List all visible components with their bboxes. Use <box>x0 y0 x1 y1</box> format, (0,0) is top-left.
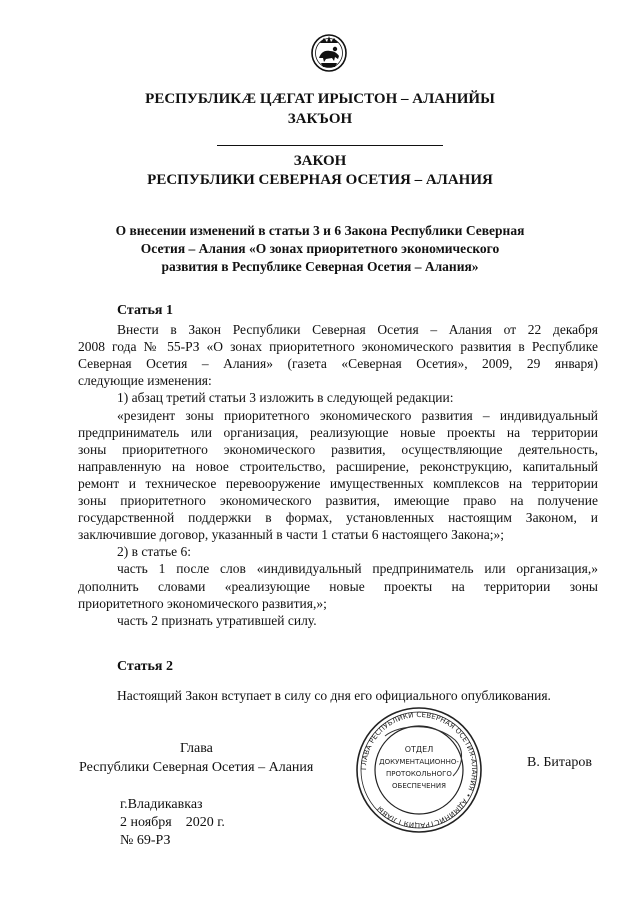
signatory-title: Глава <box>180 741 213 756</box>
seal-inner-text: ОБЕСПЕЧЕНИЯ <box>392 782 446 790</box>
law-title-line: Осетия – Алания «О зонах приоритетного экономического <box>140 241 500 256</box>
article-1-line: направленную на новое строительство, расширение, реконструкцию, капитальный <box>78 458 598 474</box>
article-1-line: следующие изменения: <box>78 373 212 389</box>
article-1-line: 1) абзац третий статьи 3 изложить в следующей редакции: <box>117 390 454 406</box>
article-1-line: заключившие договор, указанный в части 1 статьи 6 настоящего Закона;»; <box>78 527 505 543</box>
article-1-line: Внести в Закон Республики Северная Осетия – Алания от 22 декабря <box>117 322 598 337</box>
article-2-text: Настоящий Закон вступает в силу со дня его официального опубликования. <box>117 688 551 703</box>
article-1-line: государственной поддержки в формах, установленных настоящим Законом, и <box>78 510 598 526</box>
article-2-heading: Статья 2 <box>117 659 173 674</box>
article-1-line: предприниматель или организация, реализующие новые проекты на территории <box>78 424 598 440</box>
law-title-line: развития в Республике Северная Осетия – Алания» <box>161 259 479 274</box>
article-1-line: часть 1 после слов «индивидуальный предприниматель или организация,» <box>117 561 598 577</box>
signer-name: В. Битаров <box>527 755 592 770</box>
article-1-line: часть 2 признать утратившей силу. <box>117 612 317 628</box>
article-1-line: «резидент зоны приоритетного экономического развития – индивидуальный <box>117 407 598 423</box>
place-city: г.Владикавказ <box>120 797 203 812</box>
article-1-line: дополнить словами «реализующие новые проекты на территории зоны <box>78 578 598 594</box>
article-1-line: 2008 года № 55-РЗ «О зонах приоритетного экономического развития в Республике <box>78 339 598 355</box>
article-1-line: приоритетного экономического развития,»; <box>78 595 327 611</box>
article-1-line: Северная Осетия – Алания» (газета «Северная Осетия», 2009, 29 января) <box>78 356 598 372</box>
header-divider <box>217 145 443 146</box>
article-1-heading: Статья 1 <box>117 303 173 318</box>
law-title-line: О внесении изменений в статьи 3 и 6 Закона Республики Северная <box>115 223 525 238</box>
article-1-line: 2) в статье 6: <box>117 544 191 560</box>
signatory-title-republic: Республики Северная Осетия – Алания <box>79 760 314 775</box>
coat-of-arms-emblem <box>308 30 350 74</box>
header-ossetian-law: ЗАКЪОН <box>287 111 353 127</box>
article-1-line: зоны приоритетного экономического развития, осуществляющие деятельность, <box>78 441 598 457</box>
place-date: 2 ноября 2020 г. <box>120 815 225 830</box>
official-round-seal <box>345 706 493 834</box>
article-1-line: зоны приоритетного экономического развития, имеющие право на получение <box>78 493 598 508</box>
seal-inner-text: ДОКУМЕНТАЦИОННО- <box>379 758 459 766</box>
seal-inner-text: ПРОТОКОЛЬНОГО <box>386 770 452 778</box>
seal-ring-text: ГЛАВА РЕСПУБЛИКИ СЕВЕРНАЯ ОСЕТИЯ-АЛАНИЯ • АДМИНИСТРАЦИЯ ГЛАВЫ <box>359 710 479 830</box>
header-russian-law: ЗАКОН <box>293 153 347 169</box>
law-number: № 69-РЗ <box>120 833 171 848</box>
header-russian-republic: РЕСПУБЛИКИ СЕВЕРНАЯ ОСЕТИЯ – АЛАНИЯ <box>147 172 493 188</box>
header-ossetian-republic: РЕСПУБЛИКӔ ЦӔГАТ ИРЫСТОН – АЛАНИЙЫ <box>145 91 495 107</box>
article-1-line: ремонт и техническое перевооружение имущественных комплексов на территории <box>78 475 598 491</box>
seal-inner-text: ОТДЕЛ <box>404 745 434 754</box>
